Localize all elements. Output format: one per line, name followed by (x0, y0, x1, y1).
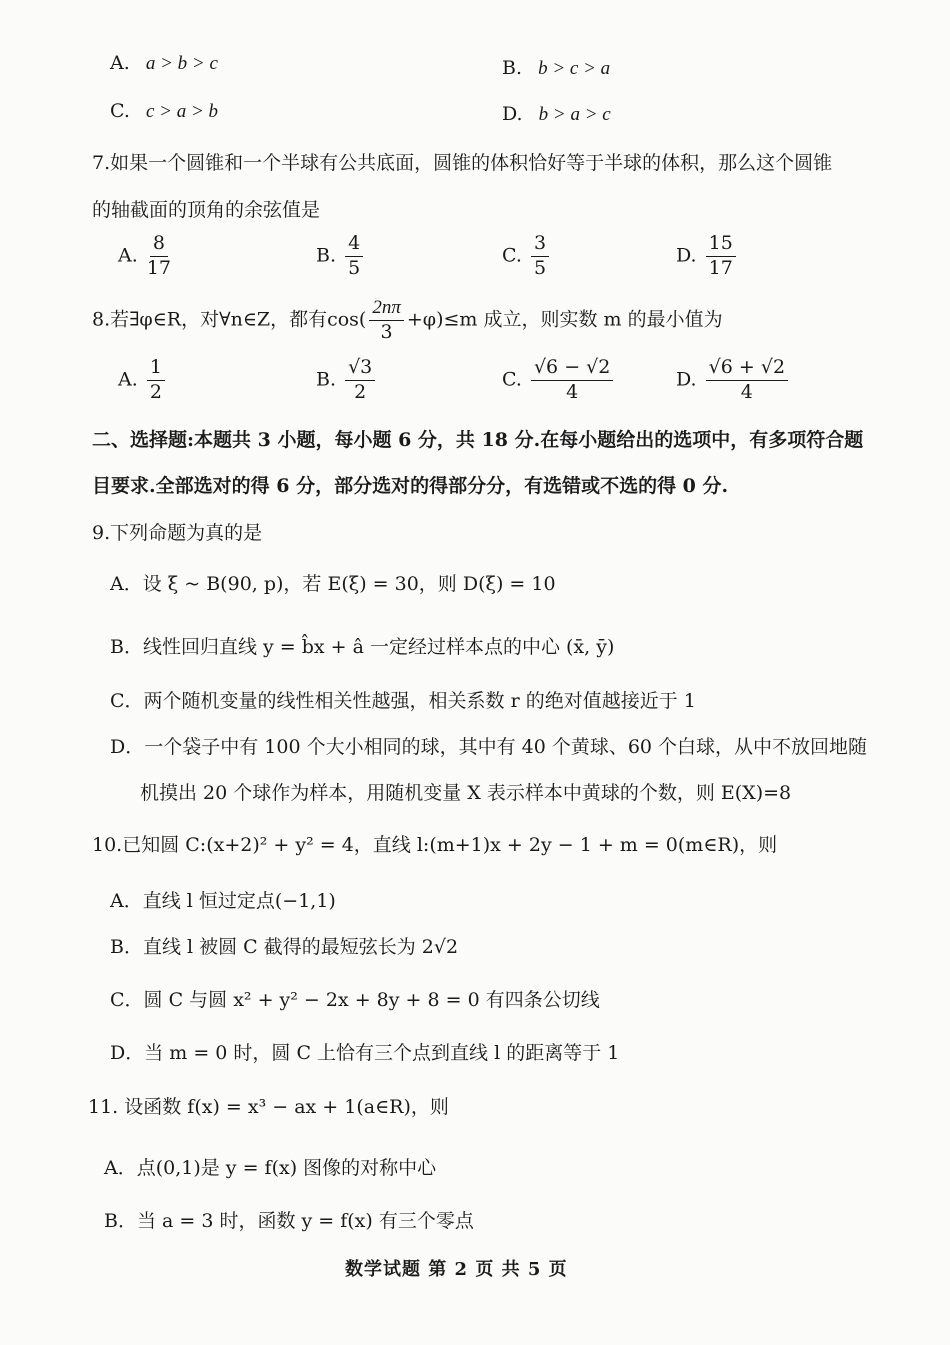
q6-option-d-label: D. (502, 103, 523, 125)
q8-option-d-den: 4 (740, 380, 753, 403)
q6-option-d-expr: b > a > c (538, 104, 611, 125)
q6-option-c-expr: c > a > b (145, 101, 219, 122)
q7-option-b-label: B. (316, 244, 337, 267)
q11-stem: 11. 设函数 f(x) = x³ − ax + 1(a∈R)，则 (88, 1096, 449, 1118)
q6-option-b (502, 57, 610, 80)
q10-option-d: D．当 m = 0 时，圆 C 上恰有三个点到直线 l 的距离等于 1 (110, 1042, 620, 1064)
q8-option-c-den: 4 (566, 380, 579, 403)
q7-option-c-num: 3 (531, 234, 549, 257)
q7-stem-line2: 的轴截面的顶角的余弦值是 (92, 199, 321, 221)
q8-option-a-num: 1 (147, 358, 165, 381)
q10-option-c: C．圆 C 与圆 x² + y² − 2x + 8y + 8 = 0 有四条公切线 (110, 989, 600, 1011)
q9-option-c: C．两个随机变量的线性相关性越强，相关系数 r 的绝对值越接近于 1 (110, 690, 696, 712)
q8-option-b-den: 2 (354, 380, 367, 403)
q11-option-a: A．点(0,1)是 y = f(x) 图像的对称中心 (104, 1157, 437, 1179)
q8-option-c-num: √6 − √2 (531, 358, 613, 381)
q9-option-d-line2: 机摸出 20 个球作为样本，用随机变量 X 表示样本中黄球的个数，则 E(X)=8 (140, 782, 792, 804)
section2-line2: 目要求.全部选对的得 6 分，部分选对的得部分分，有选错或不选的得 0 分. (92, 475, 729, 497)
page-footer: 数学试题 第 2 页 共 5 页 (345, 1259, 568, 1280)
q6-option-d (502, 103, 611, 126)
q9-option-a: A．设 ξ ~ B(90, p)，若 E(ξ) = 30，则 D(ξ) = 10 (110, 573, 556, 595)
q10-option-b: B．直线 l 被圆 C 截得的最短弦长为 2√2 (110, 936, 459, 958)
q8-stem-part-a: 8.若∃φ∈R，对∀n∈Z，都有cos( (92, 308, 367, 331)
q8-option-d-num: √6 + √2 (706, 358, 788, 381)
q7-option-a (118, 234, 174, 279)
q6-option-b-expr: b > c > a (538, 58, 611, 79)
q6-option-a (110, 52, 218, 75)
q7-stem-line1: 7.如果一个圆锥和一个半球有公共底面，圆锥的体积恰好等于半球的体积，那么这个圆锥 (92, 152, 833, 174)
q7-option-c-den: 5 (533, 256, 547, 279)
q7-option-d-label: D. (676, 244, 697, 267)
q7-option-d (676, 234, 739, 279)
q9-option-d-line1: D．一个袋子中有 100 个大小相同的球，其中有 40 个黄球、60 个白球，从中不放回地随 (110, 736, 868, 758)
q10-stem: 10.已知圆 C:(x+2)² + y² = 4，直线 l:(m+1)x + 2y − 1 + m = 0(m∈R)，则 (92, 834, 778, 856)
q7-option-c-label: C. (502, 244, 522, 267)
q6-option-c-label: C. (110, 100, 130, 122)
q8-frac-num: 2nπ (369, 298, 404, 321)
q7-option-a-num: 8 (150, 234, 168, 257)
q6-option-b-label: B. (502, 57, 523, 79)
q11-option-b: B．当 a = 3 时，函数 y = f(x) 有三个零点 (104, 1210, 474, 1232)
q9-stem: 9.下列命题为真的是 (92, 522, 263, 544)
q8-option-b (316, 358, 378, 403)
q8-frac-den: 3 (380, 320, 393, 343)
q8-option-d (676, 358, 791, 403)
q6-option-c (110, 100, 218, 123)
q10-option-a: A．直线 l 恒过定点(−1,1) (110, 890, 336, 912)
q8-option-a-label: A. (118, 368, 138, 391)
q8-option-d-label: D. (676, 368, 697, 391)
q7-option-b-den: 5 (348, 256, 361, 279)
q8-stem (92, 298, 723, 343)
q8-option-a (118, 358, 168, 403)
q8-option-c-label: C. (502, 368, 522, 391)
q7-option-b (316, 234, 366, 279)
q7-option-d-num: 15 (706, 234, 736, 257)
q7-option-a-label: A. (118, 244, 138, 267)
q8-option-b-label: B. (316, 368, 337, 391)
q8-option-a-den: 2 (149, 380, 162, 403)
q6-option-a-expr: a > b > c (145, 53, 218, 74)
q9-option-b: B．线性回归直线 y = b̂x + â 一定经过样本点的中心 (x̄, ȳ) (110, 636, 615, 658)
q7-option-c (502, 234, 552, 279)
section2-line1: 二、选择题:本题共 3 小题，每小题 6 分，共 18 分.在每小题给出的选项中，有多项符合题 (92, 429, 864, 451)
q8-option-b-num: √3 (345, 358, 375, 381)
q8-stem-part-b: +φ)≤m 成立，则实数 m 的最小值为 (406, 308, 723, 331)
q6-option-a-text: A. (110, 52, 130, 74)
q7-option-b-num: 4 (345, 234, 363, 257)
q7-option-a-den: 17 (146, 256, 171, 279)
q8-option-c (502, 358, 616, 403)
q7-option-d-den: 17 (708, 256, 733, 279)
